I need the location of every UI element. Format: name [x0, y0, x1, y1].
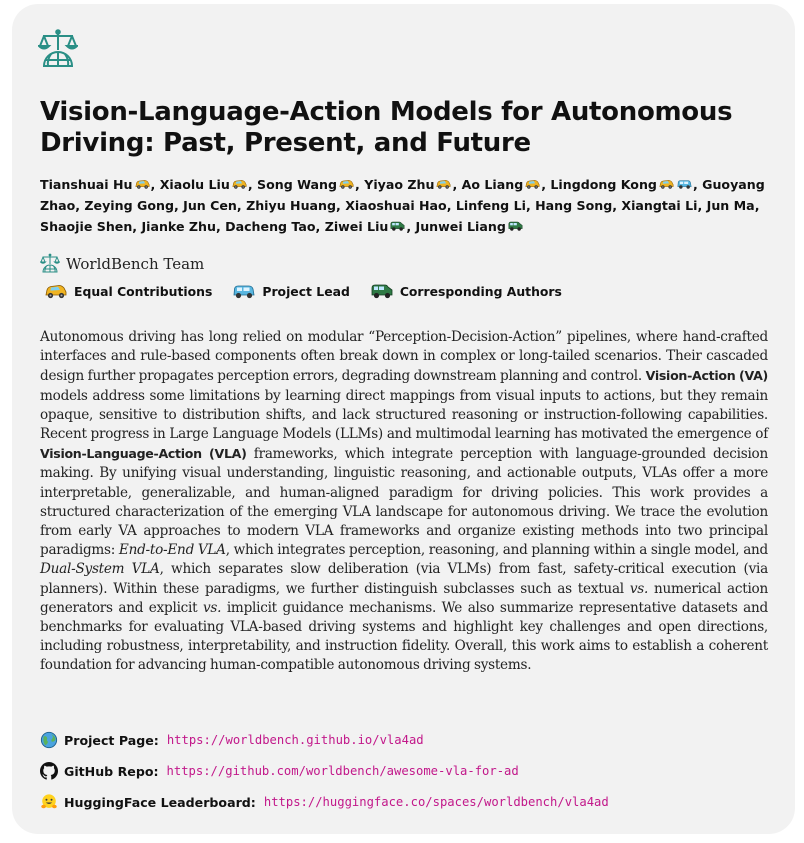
blue-car-icon [232, 282, 256, 300]
corresponding-author-icon [507, 220, 524, 232]
abstract-text: , which integrates perception, reasoning, and planning within a single model, and [225, 542, 768, 559]
paper-title: Vision-Language-Action Models for Autonomous Driving: Past, Present, and Future [40, 97, 733, 158]
legend-corresponding [370, 282, 562, 300]
worldbench-team-icon [40, 253, 60, 273]
author-name: Lingdong Kong [550, 177, 657, 192]
huggingface-icon [40, 793, 58, 811]
author-name: Hang Song [535, 198, 613, 213]
author-name: Tianshuai Hu [40, 177, 133, 192]
abstract-italic: End-to-End VLA [118, 542, 226, 559]
legend-lead-label: Project Lead [262, 283, 350, 299]
author-name: Jun Cen [183, 198, 237, 213]
huggingface-label: HuggingFace Leaderboard: [64, 794, 256, 810]
abstract [40, 328, 768, 676]
author-name: Shaojie Shen [40, 219, 133, 234]
project-lead-icon [676, 178, 693, 190]
abstract-italic: vs. [202, 599, 222, 616]
role-legend [44, 282, 562, 300]
abstract-text: , which separates slow deliberation (via VLMs) from fast, safety-critical execution (via planners). Within these paradigms, we further distinguish subclasses such as textual [40, 561, 768, 597]
green-car-icon [370, 282, 394, 300]
project-page-link[interactable]: https://worldbench.github.io/vla4ad [166, 733, 424, 747]
author-name: Xiaoshuai Hao [345, 198, 447, 213]
author-name: Ziwei Liu [324, 219, 389, 234]
resource-links [40, 730, 609, 823]
github-icon [40, 762, 58, 780]
abstract-text: numerical action generators and explicit [40, 580, 768, 616]
author-name: Linfeng Li [455, 198, 526, 213]
author-name: Xiaolu Liu [159, 177, 230, 192]
author-name: Jun Ma [706, 198, 755, 213]
legend-equal-label: Equal Contributions [74, 283, 213, 299]
author-name: Junwei Liang [415, 219, 506, 234]
legend-lead [232, 282, 349, 300]
team-name: WorldBench Team [66, 255, 205, 273]
corresponding-author-icon [389, 220, 406, 232]
abstract-text: frameworks, which integrate perception with language-grounded decision making. By unifying visual understanding, linguistic reasoning, and actionable outputs, VLAs offer a more interpretable, generalizable, and human-aligned paradigm for driving policies. This work provides a structured characterization of the emerging VLA landscape for autonomous driving. We trace the evolution from early VA approaches to modern VLA frameworks and organize existing methods into two principal paradigms: [40, 446, 768, 559]
yellow-car-icon [44, 282, 68, 300]
worldbench-logo-icon [38, 28, 78, 68]
team-affiliation [40, 253, 204, 273]
author-name: Jianke Zhu [141, 219, 216, 234]
link-row-github [40, 761, 609, 781]
abstract-italic: vs. [629, 580, 649, 597]
link-row-project-page [40, 730, 609, 750]
author-name: Guoyang Zhao [40, 177, 765, 213]
abstract-text: implicit guidance mechanisms. We also summarize representative datasets and benchmarks for evaluating VLA-based driving systems and highlight key challenges and open directions, including robustness, interpretability, and instruction fidelity. Overall, this work aims to establish a coherent foundation for advancing human-compatible autonomous driving systems. [40, 599, 768, 674]
globe-icon [40, 731, 58, 749]
equal-contribution-icon [524, 178, 541, 190]
equal-contribution-icon [658, 178, 675, 190]
project-page-label: Project Page: [64, 732, 159, 748]
author-name: Zeying Gong [84, 198, 174, 213]
equal-contribution-icon [134, 178, 151, 190]
abstract-highlight: Vision-Language-Action (VLA) [40, 446, 247, 462]
author-name: Zhiyu Huang [246, 198, 337, 213]
author-list: Tianshuai Hu , Xiaolu Liu , Song Wang , Yiyao Zhu , Ao Liang , Lingdong Kong , Guoyang Zhao, Zeying Gong, Jun Cen, Zhiyu Huang, Xiaoshuai Hao, Linfeng Li, Hang Song, Xiangtai Li, Jun Ma, Shaojie Shen, Jianke Zhu, Dacheng Tao, Ziwei Liu , Junwei Liang [40, 177, 765, 234]
author-name: Ao Liang [461, 177, 524, 192]
huggingface-link[interactable]: https://huggingface.co/spaces/worldbench/vla4ad [263, 795, 609, 809]
author-name: Xiangtai Li [621, 198, 698, 213]
equal-contribution-icon [435, 178, 452, 190]
equal-contribution-icon [338, 178, 355, 190]
abstract-text: models address some limitations by learning direct mappings from visual inputs to actions, but they remain opaque, sensitive to distribution shifts, and lack structured reasoning or instruction-following capabilities. Recent progress in Large Language Models (LLMs) and multimodal learning has motivated the emergence of [40, 387, 768, 443]
abstract-highlight: Vision-Action (VA) [645, 368, 768, 384]
abstract-text: Autonomous driving has long relied on modular “Perception-Decision-Action” pipelines, where hand-crafted interfaces and rule-based components often break down in complex or long-tailed scenarios. Their cascaded design further propagates perception errors, degrading downstream planning and control. [40, 329, 768, 385]
legend-corresponding-label: Corresponding Authors [399, 283, 562, 299]
author-name: Song Wang [257, 177, 338, 192]
abstract-italic: Dual-System VLA [40, 561, 160, 578]
author-name: Yiyao Zhu [364, 177, 435, 192]
link-row-huggingface [40, 792, 609, 812]
github-repo-link[interactable]: https://github.com/worldbench/awesome-vla-for-ad [166, 764, 519, 778]
legend-equal [44, 282, 212, 300]
author-name: Dacheng Tao [225, 219, 316, 234]
github-repo-label: GitHub Repo: [64, 763, 159, 779]
equal-contribution-icon [231, 178, 248, 190]
